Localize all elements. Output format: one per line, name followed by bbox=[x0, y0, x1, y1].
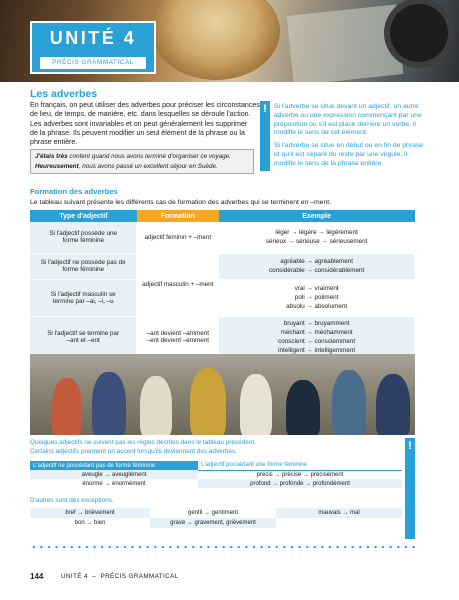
table-header: L'adjectif ne possédant pas de forme féminine bbox=[30, 461, 198, 470]
table-cell: Si l'adjectif possède une forme féminine bbox=[30, 222, 137, 253]
map-decoration bbox=[287, 4, 404, 82]
formation-table bbox=[30, 210, 415, 359]
hat-decoration bbox=[152, 0, 280, 80]
table-cell: bon → bien bbox=[30, 518, 150, 528]
table-cell: léger → légère → légèrement sérieux → sérieuse → sérieusement bbox=[219, 222, 415, 253]
paragraph-line: Les adverbes sont invariables et on peut généralement les supprimer bbox=[30, 119, 248, 128]
table-row bbox=[30, 479, 402, 488]
formation-intro: Le tableau suivant présente les différents cas de formation des adverbes qui se terminent en –ment. bbox=[30, 199, 332, 206]
table-row bbox=[30, 222, 415, 253]
footer-section: UNITÉ 4 – PRÉCIS GRAMMATICAL bbox=[61, 573, 179, 580]
table-cell: précis → précise → précisément bbox=[198, 470, 402, 479]
intro-paragraph bbox=[30, 101, 260, 147]
table-row bbox=[30, 508, 402, 518]
table-cell: bruyant → bruyamment méchant → méchamment conscient → consciemment intelligent → intelligemment bbox=[219, 316, 415, 358]
note-alert-icon: ! bbox=[260, 101, 270, 171]
dotted-divider bbox=[30, 545, 415, 549]
table-cell: profond → profonde → profondément bbox=[198, 479, 402, 488]
exceptions-intro: Quelques adjectifs ne suivent pas les règles décrites dans le tableau précédent. Certains adjectifs prennent un accent lorsqu'ils deviennent des adverbes. bbox=[30, 439, 256, 455]
unit-subtitle: PRÉCIS GRAMMATICAL bbox=[40, 57, 146, 69]
table-cell: adjectif féminin + –ment bbox=[137, 222, 219, 253]
table-header: Formation bbox=[137, 210, 219, 222]
formation-heading: Formation des adverbes bbox=[30, 187, 118, 196]
exceptions-table bbox=[30, 508, 402, 528]
other-exceptions-heading: D'autres sont des exceptions. bbox=[30, 497, 114, 504]
accent-table bbox=[30, 461, 402, 488]
table-cell: grave → gravement, grièvement bbox=[150, 518, 276, 528]
table-header-row bbox=[30, 461, 402, 470]
table-cell: Si l'adjectif se termine par –ant et –ent bbox=[30, 316, 137, 358]
camera-lens-decoration bbox=[390, 4, 448, 62]
table-header: L'adjectif possédant une forme féminine bbox=[198, 461, 402, 470]
table-row bbox=[30, 279, 415, 316]
table-row bbox=[30, 470, 402, 479]
group-photo bbox=[30, 354, 415, 435]
table-cell: aveugle → aveuglément bbox=[30, 470, 198, 479]
table-cell: gentil → gentiment bbox=[150, 508, 276, 518]
paragraph-line: de la phrase. Ils peuvent modifier un seul élément de la phrase ou la bbox=[30, 128, 245, 137]
table-cell: bref → brièvement bbox=[30, 508, 150, 518]
note-text: Si l'adverbe se situe devant un adjectif, un autre adverbe ou une expression commençant par une préposition ou s'il est placé derrière un verbe, il modifie le sens de cet élément. Si l'adverbe se situe en début ou en fin de phrase et qu'il est séparé du reste par une virgule, il modifie le sens de la phrase entière. bbox=[274, 103, 424, 167]
table-row bbox=[30, 316, 415, 358]
table-cell: Si l'adjectif masculin se termine par –ai, –i, –u bbox=[30, 279, 137, 316]
paragraph-line: de lieu, de temps, de manière, etc. dans lesquelles se déroule l'action. bbox=[30, 110, 251, 119]
example-box bbox=[30, 149, 254, 174]
table-header: Exemple bbox=[219, 210, 415, 222]
table-cell: agréable → agréablement considérable → considérablement bbox=[219, 253, 415, 279]
unit-label-box bbox=[30, 21, 156, 74]
table-cell: –ant devient –amment –ent devient –emment bbox=[137, 316, 219, 358]
exceptions-alert-icon: ! bbox=[405, 438, 415, 539]
table-cell: Si l'adjectif ne possède pas de forme féminine bbox=[30, 253, 137, 279]
table-row bbox=[30, 253, 415, 279]
table-header-row bbox=[30, 210, 415, 222]
table-cell bbox=[276, 518, 402, 528]
table-cell: vrai → vraiment poli → poliment absolu → absolument bbox=[219, 279, 415, 316]
example-line: J'étais très content quand nous avons terminé d'organiser ce voyage. bbox=[35, 153, 231, 160]
unit-title: UNITÉ 4 bbox=[49, 28, 137, 48]
section-heading-adverbes: Les adverbes bbox=[30, 88, 98, 100]
table-cell: mauvais → mal bbox=[276, 508, 402, 518]
paragraph-line: phrase entière. bbox=[30, 138, 78, 147]
page-number: 144 bbox=[30, 572, 44, 581]
table-header: Type d'adjectif bbox=[30, 210, 137, 222]
table-row bbox=[30, 518, 402, 528]
table-cell: adjectif masculin + –ment bbox=[137, 253, 219, 316]
paragraph-line: En français, on peut utiliser des adverbes pour préciser les circonstances bbox=[30, 101, 260, 109]
table-cell: énorme → énormément bbox=[30, 479, 198, 488]
example-line: Heureusement, nous avons passé un excellent séjour en Suède. bbox=[35, 163, 218, 170]
